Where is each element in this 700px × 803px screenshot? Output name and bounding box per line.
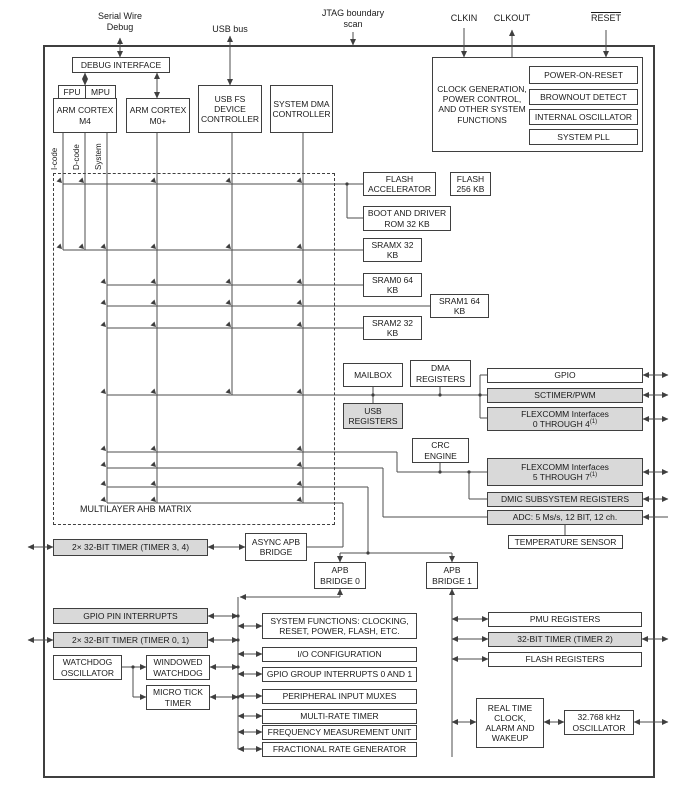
clock-generation-title: CLOCK GENERATION, POWER CONTROL, AND OTHER SYSTEM FUNCTIONS bbox=[437, 84, 527, 125]
block-gpio-pin-interrupts: GPIO PIN INTERRUPTS bbox=[53, 608, 208, 624]
block-gpio-group-interrupts: GPIO GROUP INTERRUPTS 0 AND 1 bbox=[262, 667, 417, 682]
pin-swd-label: Serial Wire Debug bbox=[97, 11, 142, 32]
block-brownout-detect: BROWNOUT DETECT bbox=[529, 89, 638, 105]
block-windowed-watchdog: WINDOWED WATCHDOG bbox=[146, 655, 210, 680]
block-adc: ADC: 5 Ms/s, 12 BIT, 12 ch. bbox=[487, 510, 643, 525]
block-fpu: FPU bbox=[58, 85, 86, 99]
block-rtc: REAL TIME CLOCK, ALARM AND WAKEUP bbox=[476, 698, 544, 748]
bus-icode-label: I-code bbox=[50, 147, 59, 170]
block-flash-registers: FLASH REGISTERS bbox=[488, 652, 642, 667]
block-timer34: 2× 32-BIT TIMER (TIMER 3, 4) bbox=[53, 539, 208, 556]
block-flexcomm-0-4: FLEXCOMM Interfaces 0 THROUGH 4$^{(1)}$ bbox=[487, 407, 643, 431]
block-temperature-sensor: TEMPERATURE SENSOR bbox=[508, 535, 623, 549]
block-async-apb-bridge: ASYNC APB BRIDGE bbox=[245, 533, 307, 561]
block-mailbox: MAILBOX bbox=[343, 363, 403, 387]
block-system-functions: SYSTEM FUNCTIONS: CLOCKING, RESET, POWER, FLASH, ETC. bbox=[262, 613, 417, 639]
block-debug-interface: DEBUG INTERFACE bbox=[72, 57, 170, 73]
block-cortex-m4: ARM CORTEX M4 bbox=[53, 98, 117, 133]
block-apb-bridge-0: APB BRIDGE 0 bbox=[314, 562, 366, 589]
block-timer2: 32-BIT TIMER (TIMER 2) bbox=[488, 632, 642, 647]
ahb-matrix-label: MULTILAYER AHB MATRIX bbox=[80, 504, 192, 514]
bus-system-label: System bbox=[94, 143, 103, 170]
pin-clkout-label: CLKOUT bbox=[493, 13, 531, 23]
pin-jtag-label: JTAG boundary scan bbox=[321, 8, 385, 29]
block-peripheral-input-muxes: PERIPHERAL INPUT MUXES bbox=[262, 689, 417, 704]
block-sram2: SRAM2 32 KB bbox=[363, 316, 422, 340]
block-multi-rate-timer: MULTI-RATE TIMER bbox=[262, 709, 417, 724]
block-pmu-registers: PMU REGISTERS bbox=[488, 612, 642, 627]
block-internal-oscillator: INTERNAL OSCILLATOR bbox=[529, 109, 638, 125]
block-timer01: 2× 32-BIT TIMER (TIMER 0, 1) bbox=[53, 632, 208, 648]
bus-dcode-label: D-code bbox=[72, 144, 81, 170]
block-osc-32k: 32.768 kHz OSCILLATOR bbox=[564, 710, 634, 735]
block-dma-registers: DMA REGISTERS bbox=[410, 360, 471, 387]
block-flash-accelerator: FLASH ACCELERATOR bbox=[363, 172, 436, 196]
block-flexcomm-5-7: FLEXCOMM Interfaces 5 THROUGH 7$^{(1)}$ bbox=[487, 458, 643, 486]
block-micro-tick-timer: MICRO TICK TIMER bbox=[146, 685, 210, 710]
block-usb-fs-controller: USB FS DEVICE CONTROLLER bbox=[198, 85, 262, 133]
block-watchdog-oscillator: WATCHDOG OSCILLATOR bbox=[53, 655, 122, 680]
block-system-pll: SYSTEM PLL bbox=[529, 129, 638, 145]
block-boot-rom: BOOT AND DRIVER ROM 32 KB bbox=[363, 206, 451, 231]
block-usb-registers: USB REGISTERS bbox=[343, 403, 403, 429]
block-apb-bridge-1: APB BRIDGE 1 bbox=[426, 562, 478, 589]
block-cortex-m0: ARM CORTEX M0+ bbox=[126, 98, 190, 133]
block-power-on-reset: POWER-ON-RESET bbox=[529, 66, 638, 84]
block-dmic-subsystem: DMIC SUBSYSTEM REGISTERS bbox=[487, 492, 643, 507]
block-sram0: SRAM0 64 KB bbox=[363, 273, 422, 297]
block-fractional-rate-generator: FRACTIONAL RATE GENERATOR bbox=[262, 742, 417, 757]
pin-reset-label: RESET bbox=[590, 13, 621, 23]
block-crc-engine: CRC ENGINE bbox=[412, 438, 469, 463]
block-mpu: MPU bbox=[85, 85, 116, 99]
pin-clkin-label: CLKIN bbox=[450, 13, 478, 23]
block-sctimer-pwm: SCTIMER/PWM bbox=[487, 388, 643, 403]
block-flash-256kb: FLASH 256 KB bbox=[450, 172, 491, 196]
block-sram1: SRAM1 64 KB bbox=[430, 294, 489, 318]
block-gpio: GPIO bbox=[487, 368, 643, 383]
block-system-dma: SYSTEM DMA CONTROLLER bbox=[270, 85, 333, 133]
pin-usb-bus-label: USB bus bbox=[212, 24, 248, 34]
block-frequency-measurement: FREQUENCY MEASUREMENT UNIT bbox=[262, 725, 417, 740]
block-clock-generation bbox=[432, 57, 643, 152]
block-io-configuration: I/O CONFIGURATION bbox=[262, 647, 417, 662]
block-sramx: SRAMX 32 KB bbox=[363, 238, 422, 262]
